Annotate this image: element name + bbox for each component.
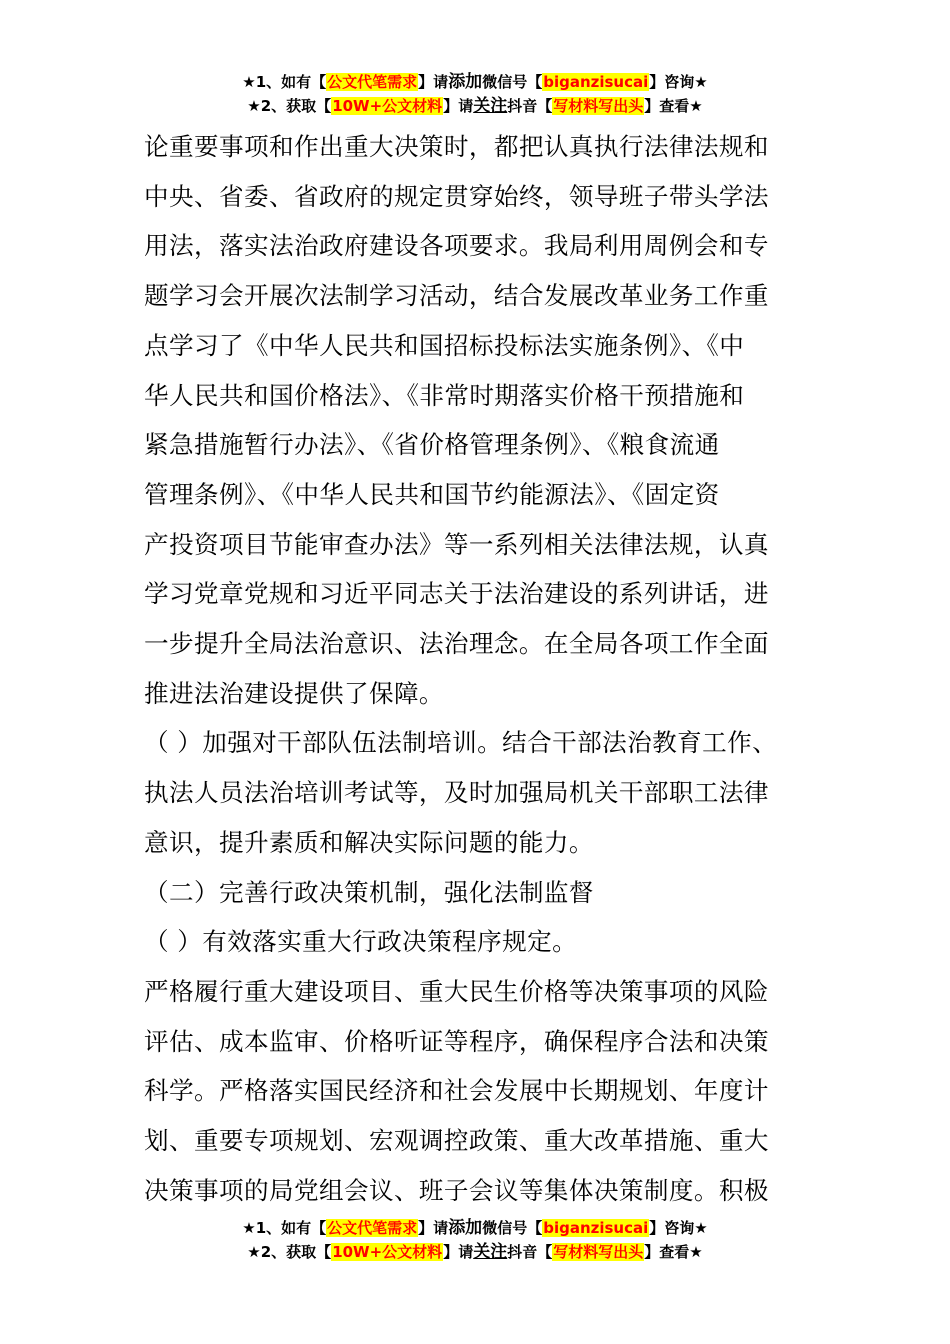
text-line: 决策事项的局党组会议、班子会议等集体决策制度。积极 bbox=[144, 1175, 769, 1205]
text-line: （ ）加强对干部队伍法制培训。结合干部法治教育工作、 bbox=[144, 728, 778, 758]
subsection-heading: （ ）有效落实重大行政决策程序规定。 bbox=[144, 927, 578, 957]
section-heading: （二）完善行政决策机制，强化法制监督 bbox=[144, 877, 594, 907]
banner-douyin-name: 写材料写出头 bbox=[553, 97, 644, 115]
text-line: 意识，提升素质和解决实际问题的能力。 bbox=[144, 827, 594, 857]
banner-highlight: 公文代笔需求 bbox=[327, 1219, 418, 1237]
text-line: 学习党章党规和习近平同志关于法治建设的系列讲话，进 bbox=[144, 579, 769, 609]
banner-highlight: 10W+公文材料 bbox=[332, 1243, 443, 1261]
text-line: 紧急措施暂行办法》、《省价格管理条例》、《粮食流通 bbox=[144, 430, 720, 460]
text-line: 评估、成本监审、价格听证等程序，确保程序合法和决策 bbox=[144, 1026, 769, 1056]
banner-line-2: ★2、获取【10W+公文材料】请关注抖音【写材料写出头】查看★ bbox=[247, 96, 703, 116]
banner-line-1: ★1、如有【公文代笔需求】请添加微信号【biganzisucai】咨询★ bbox=[242, 72, 708, 92]
text-line: 中央、省委、省政府的规定贯穿始终，领导班子带头学法 bbox=[144, 181, 769, 211]
footer-banner bbox=[0, 1216, 950, 1264]
banner-highlight: 公文代笔需求 bbox=[327, 73, 418, 91]
header-banner bbox=[0, 70, 950, 118]
text-line: 论重要事项和作出重大决策时，都把认真执行法律法规和 bbox=[144, 132, 769, 161]
banner-wechat-id: biganzisucai bbox=[543, 73, 649, 91]
document-body bbox=[144, 122, 808, 1215]
banner-line-2: ★2、获取【10W+公文材料】请关注抖音【写材料写出头】查看★ bbox=[247, 1242, 703, 1262]
text-line: 一步提升全局法治意识、法治理念。在全局各项工作全面 bbox=[144, 629, 769, 659]
text-line: 管理条例》、《中华人民共和国节约能源法》、《固定资 bbox=[144, 479, 720, 509]
text-line: 点学习了《中华人民共和国招标投标法实施条例》、《中 bbox=[144, 330, 745, 360]
text-line: 科学。严格落实国民经济和社会发展中长期规划、年度计 bbox=[144, 1076, 769, 1106]
text-line: 华人民共和国价格法》、《非常时期落实价格干预措施和 bbox=[144, 380, 745, 410]
text-line: 题学习会开展次法制学习活动，结合发展改革业务工作重 bbox=[144, 281, 769, 311]
text-line: 划、重要专项规划、宏观调控政策、重大改革措施、重大 bbox=[144, 1126, 769, 1156]
banner-line-1: ★1、如有【公文代笔需求】请添加微信号【biganzisucai】咨询★ bbox=[242, 1218, 708, 1238]
banner-highlight: 10W+公文材料 bbox=[332, 97, 443, 115]
text-line: 执法人员法治培训考试等，及时加强局机关干部职工法律 bbox=[144, 778, 769, 808]
text-line: 严格履行重大建设项目、重大民生价格等决策事项的风险 bbox=[144, 976, 769, 1006]
banner-wechat-id: biganzisucai bbox=[543, 1219, 649, 1237]
text-line: 产投资项目节能审查办法》等一系列相关法律法规，认真 bbox=[144, 529, 769, 559]
text-line: 推进法治建设提供了保障。 bbox=[144, 678, 444, 708]
text-line: 用法，落实法治政府建设各项要求。我局利用周例会和专 bbox=[144, 231, 769, 261]
banner-douyin-name: 写材料写出头 bbox=[553, 1243, 644, 1261]
